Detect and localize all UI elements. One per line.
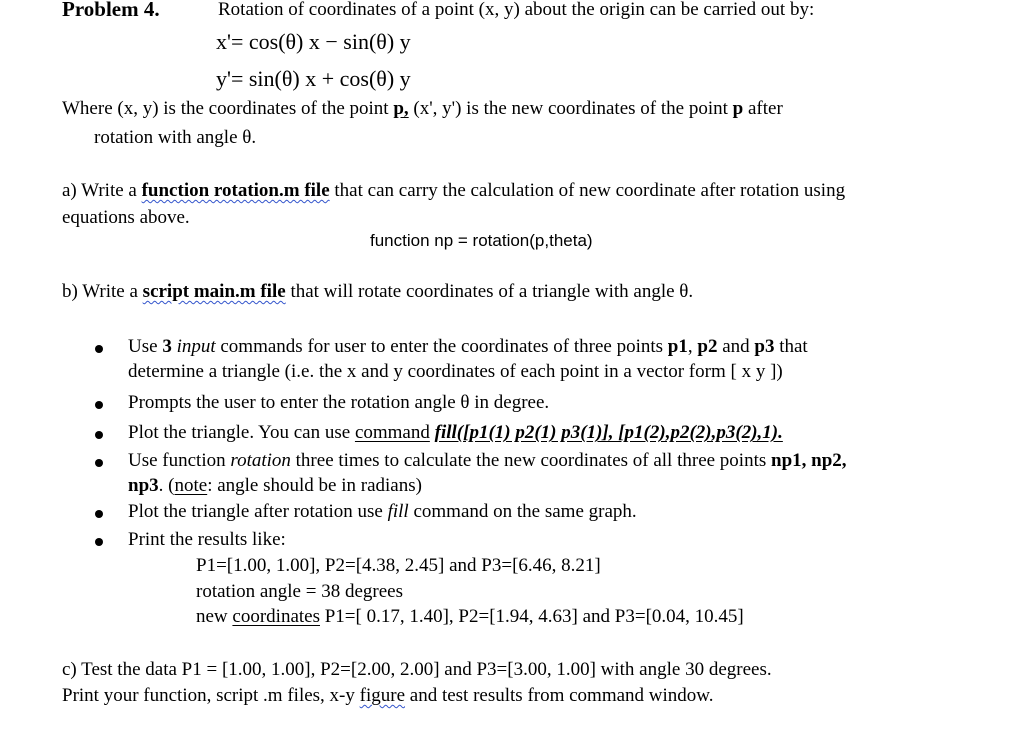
part-b-line: b) Write a script main.m file that will rotate coordinates of a triangle with angle θ. <box>62 281 694 302</box>
result-points: P1=[1.00, 1.00], P2=[4.38, 2.45] and P3=[6.46, 8.21] <box>196 555 601 576</box>
bullet-4-line-2: np3. (note: angle should be in radians) <box>128 475 422 496</box>
bullet-6: Print the results like: <box>128 529 286 550</box>
part-c-line-1: c) Test the data P1 = [1.00, 1.00], P2=[2.00, 2.00] and P3=[3.00, 1.00] with angle 30 degrees. <box>62 659 772 680</box>
result-angle: rotation angle = 38 degrees <box>196 581 403 602</box>
equation-x-prime: x'= cos(θ) x − sin(θ) y <box>216 29 411 54</box>
part-a-line-1: a) Write a function rotation.m file that can carry the calculation of new coordinate after rotation using <box>62 180 846 201</box>
part-c-line-2: Print your function, script .m files, x-y figure and test results from command window. <box>62 685 714 706</box>
bullet-2: Prompts the user to enter the rotation angle θ in degree. <box>128 392 550 413</box>
problem-intro: Rotation of coordinates of a point (x, y) about the origin can be carried out by: <box>218 0 815 20</box>
bullet-3: Plot the triangle. You can use command fill([p1(1) p2(1) p3(1)], [p1(2),p2(2),p3(2),1). <box>128 422 783 443</box>
bullet-dot <box>95 510 103 518</box>
bullet-1-line-1: Use 3 input commands for user to enter the coordinates of three points p1, p2 and p3 that <box>128 336 808 357</box>
part-a-line-2: equations above. <box>62 207 190 228</box>
equation-y-prime: y'= sin(θ) x + cos(θ) y <box>216 66 411 91</box>
where-line-2: rotation with angle θ. <box>94 127 257 148</box>
bullet-dot <box>95 459 103 467</box>
where-line-1: Where (x, y) is the coordinates of the point p, (x', y') is the new coordinates of the point p after <box>62 98 783 119</box>
bullet-1-line-2: determine a triangle (i.e. the x and y coordinates of each point in a vector form [ x y ]) <box>128 361 783 382</box>
bullet-dot <box>95 401 103 409</box>
bullet-dot <box>95 538 103 546</box>
result-new-coordinates: new coordinates P1=[ 0.17, 1.40], P2=[1.94, 4.63] and P3=[0.04, 10.45] <box>196 606 744 627</box>
problem-title: Problem 4. <box>62 0 160 21</box>
bullet-4-line-1: Use function rotation three times to calculate the new coordinates of all three points np1, np2, <box>128 450 847 471</box>
function-signature: function np = rotation(p,theta) <box>370 231 593 250</box>
bullet-dot <box>95 345 103 353</box>
bullet-5: Plot the triangle after rotation use fill command on the same graph. <box>128 501 637 522</box>
bullet-dot <box>95 431 103 439</box>
